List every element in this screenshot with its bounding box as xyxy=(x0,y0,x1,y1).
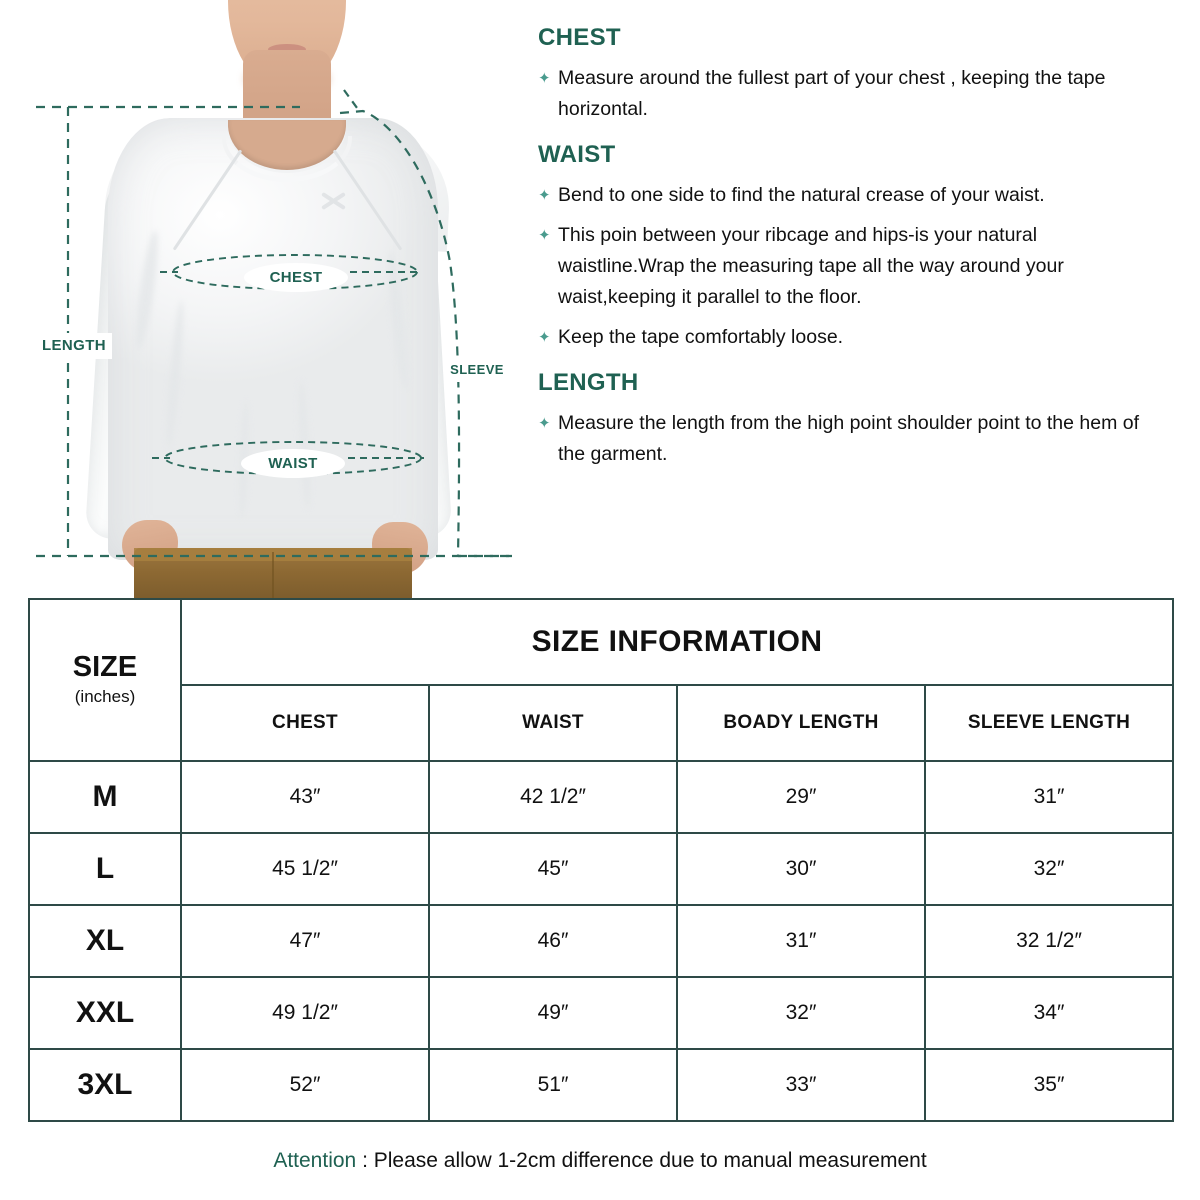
instruction-bullet xyxy=(538,322,1168,353)
cell-waist: 42 1/2″ xyxy=(429,761,677,833)
column-header-chest: CHEST xyxy=(181,685,429,761)
sparkle-bullet-icon: ✦ xyxy=(538,329,551,346)
table-row xyxy=(29,905,1173,977)
table-header-row-columns xyxy=(29,685,1173,761)
instruction-section-waist xyxy=(538,141,1168,353)
size-column-header xyxy=(29,599,181,761)
cell-waist: 46″ xyxy=(429,905,677,977)
brand-logo-icon xyxy=(318,188,348,214)
sparkle-bullet-icon: ✦ xyxy=(538,70,551,87)
cell-sleeve-length: 31″ xyxy=(925,761,1173,833)
top-section xyxy=(0,0,1200,598)
cell-body-length: 30″ xyxy=(677,833,925,905)
table-header-row-banner xyxy=(29,599,1173,685)
row-size-label: 3XL xyxy=(29,1049,181,1121)
garment-diagram xyxy=(0,0,525,598)
measurement-instructions xyxy=(538,24,1168,486)
cell-chest: 47″ xyxy=(181,905,429,977)
cell-waist: 51″ xyxy=(429,1049,677,1121)
trousers-seam xyxy=(272,552,274,598)
table-banner-title: SIZE INFORMATION xyxy=(181,599,1173,685)
shirt-body xyxy=(108,118,438,560)
instruction-bullet xyxy=(538,63,1168,125)
row-size-label: M xyxy=(29,761,181,833)
instruction-text: Bend to one side to find the natural crease of your waist. xyxy=(558,184,1045,206)
instruction-section-length xyxy=(538,369,1168,470)
row-size-label: XXL xyxy=(29,977,181,1049)
size-label: SIZE xyxy=(72,651,138,683)
chest-measurement-label: CHEST xyxy=(244,263,348,292)
cell-chest: 43″ xyxy=(181,761,429,833)
table-row xyxy=(29,977,1173,1049)
instruction-text: Measure the length from the high point shoulder point to the hem of the garment. xyxy=(558,412,1140,465)
sparkle-bullet-icon: ✦ xyxy=(538,415,551,432)
cell-sleeve-length: 32 1/2″ xyxy=(925,905,1173,977)
size-information-table xyxy=(28,598,1174,1122)
section-title-waist: WAIST xyxy=(538,141,616,168)
instruction-bullet xyxy=(538,180,1168,211)
instruction-text: Measure around the fullest part of your chest , keeping the tape horizontal. xyxy=(558,67,1106,120)
instruction-bullet xyxy=(538,408,1168,470)
section-title-chest: CHEST xyxy=(538,24,621,51)
table-row xyxy=(29,833,1173,905)
instruction-text: This poin between your ribcage and hips-is your natural waistline.Wrap the measuring tape all the way around your waist,keeping it parallel to the floor. xyxy=(558,224,1064,308)
cell-waist: 49″ xyxy=(429,977,677,1049)
instruction-text: Keep the tape comfortably loose. xyxy=(558,326,844,348)
cell-body-length: 29″ xyxy=(677,761,925,833)
sparkle-bullet-icon: ✦ xyxy=(538,187,551,204)
cell-sleeve-length: 34″ xyxy=(925,977,1173,1049)
row-size-label: XL xyxy=(29,905,181,977)
column-header-sleeve-length: SLEEVE LENGTH xyxy=(925,685,1173,761)
cell-body-length: 32″ xyxy=(677,977,925,1049)
instruction-bullet xyxy=(538,220,1168,313)
cell-chest: 45 1/2″ xyxy=(181,833,429,905)
table-row xyxy=(29,1049,1173,1121)
cell-waist: 45″ xyxy=(429,833,677,905)
column-header-body-length: BOADY LENGTH xyxy=(677,685,925,761)
cell-chest: 49 1/2″ xyxy=(181,977,429,1049)
size-unit-label: (inches) xyxy=(74,687,136,706)
sparkle-bullet-icon: ✦ xyxy=(538,227,551,244)
sleeve-measurement-label: SLEEVE xyxy=(444,357,510,382)
cell-body-length: 33″ xyxy=(677,1049,925,1121)
cell-sleeve-length: 32″ xyxy=(925,833,1173,905)
waist-measurement-label: WAIST xyxy=(241,449,345,478)
model-photo xyxy=(0,0,525,598)
column-header-waist: WAIST xyxy=(429,685,677,761)
attention-keyword: Attention xyxy=(273,1149,357,1172)
instruction-section-chest xyxy=(538,24,1168,125)
table-row xyxy=(29,761,1173,833)
attention-note xyxy=(0,1146,1200,1176)
cell-chest: 52″ xyxy=(181,1049,429,1121)
attention-text: : Please allow 1-2cm difference due to manual measurement xyxy=(356,1149,927,1172)
row-size-label: L xyxy=(29,833,181,905)
section-title-length: LENGTH xyxy=(538,369,639,396)
cell-sleeve-length: 35″ xyxy=(925,1049,1173,1121)
cell-body-length: 31″ xyxy=(677,905,925,977)
length-measurement-label: LENGTH xyxy=(36,333,112,359)
